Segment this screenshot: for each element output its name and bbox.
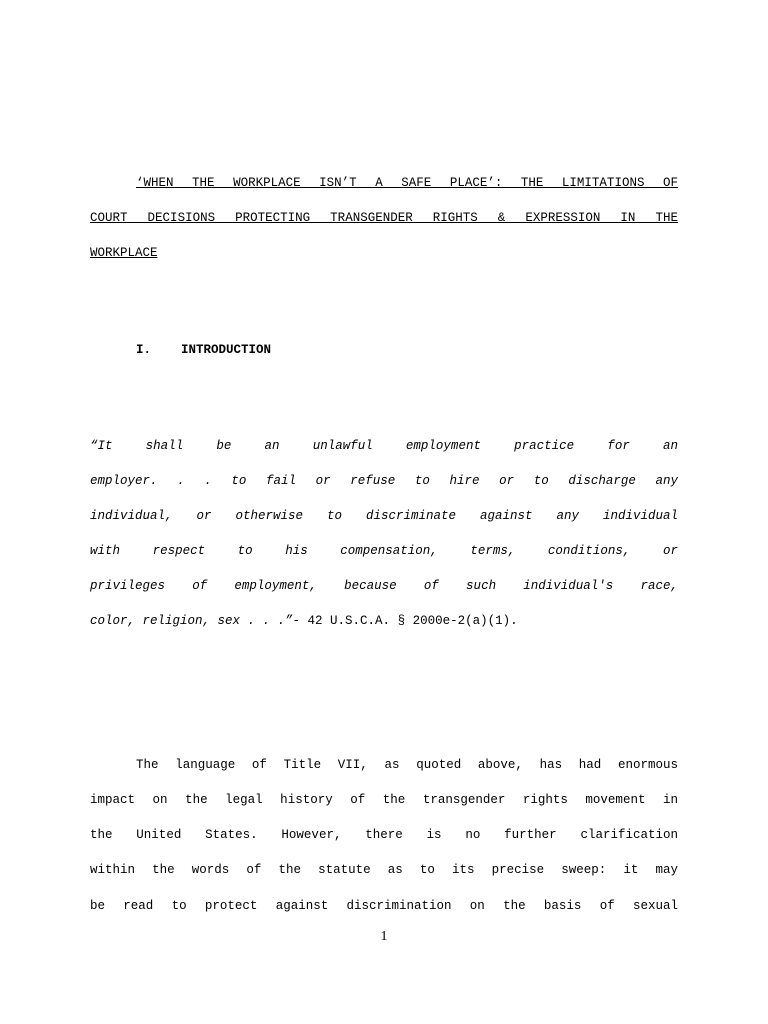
quote-line-6-text: color, religion, sex . . .” (90, 614, 293, 628)
quote-line-6 (90, 611, 678, 631)
quote-line-3: individual, or otherwise to discriminate against any individual (90, 509, 678, 523)
quote-line-1: “It shall be an unlawful employment practice for an (90, 439, 678, 453)
body-line-1: The language of Title VII, as quoted above, has had enormous (136, 758, 678, 772)
section-heading (136, 340, 271, 360)
quote-citation: - 42 U.S.C.A. § 2000e-2(a)(1). (292, 614, 518, 628)
body-line-2: impact on the legal history of the transgender rights movement in (90, 793, 678, 807)
body-line-3: the United States. However, there is no further clarification (90, 828, 678, 842)
body-line-5: be read to protect against discrimination on the basis of sexual (90, 899, 678, 913)
quote-line-4: with respect to his compensation, terms, conditions, or (90, 544, 678, 558)
document-title-line-1: ‘WHEN THE WORKPLACE ISN’T A SAFE PLACE’: THE LIMITATIONS OF (136, 176, 678, 190)
section-number: I. (136, 343, 152, 357)
document-title-line-3: WORKPLACE (90, 246, 158, 260)
quote-line-2: employer. . . to fail or refuse to hire or to discharge any (90, 474, 678, 488)
quote-line-5: privileges of employment, because of such individual's race, (90, 579, 678, 593)
document-title-line-2: COURT DECISIONS PROTECTING TRANSGENDER RIGHTS & EXPRESSION IN THE (90, 211, 678, 225)
section-title: INTRODUCTION (181, 343, 272, 357)
page-number: 1 (380, 929, 388, 944)
body-line-4: within the words of the statute as to its precise sweep: it may (90, 863, 678, 877)
